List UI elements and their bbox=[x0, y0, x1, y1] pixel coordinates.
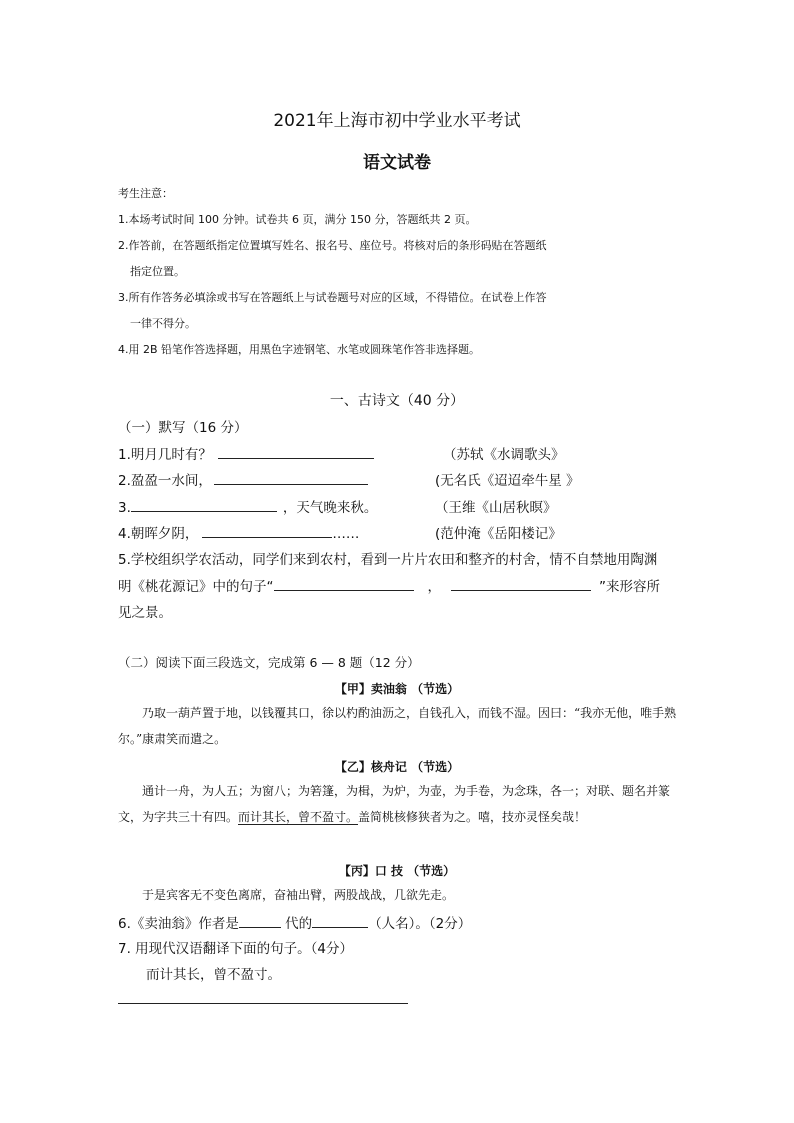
question-4 bbox=[118, 522, 359, 542]
question-5-prefix: 明《桃花源记》中的句子“ bbox=[118, 579, 274, 595]
question-6-text: 6.《卖油翁》作者是 bbox=[118, 916, 239, 932]
question-3-source: （王维《山居秋暝》 bbox=[435, 500, 557, 516]
question-5-line-2 bbox=[118, 575, 660, 595]
passage-b-text bbox=[118, 778, 678, 830]
question-7-sentence: 而计其长，曾不盈寸。 bbox=[146, 967, 281, 983]
question-6 bbox=[118, 912, 471, 932]
question-2 bbox=[118, 469, 368, 489]
question-4-ellipsis: …… bbox=[332, 526, 360, 542]
passage-b-underlined: 而计其长，曾不盈寸。 bbox=[238, 810, 359, 824]
question-1 bbox=[118, 443, 374, 463]
notice-item-2: 2.作答前，在答题纸指定位置填写姓名、报名号、座位号。将核对后的条形码贴在答题纸 bbox=[118, 239, 547, 252]
question-4-text: 4.朝晖夕阴， bbox=[118, 526, 199, 542]
passage-c-title: 【丙】口 技 （节选） bbox=[338, 864, 456, 878]
passage-a-text: 乃取一葫芦置于地，以钱覆其口，徐以杓酌油沥之，自钱孔入，而钱不湿。因曰：“我亦无他，唯手熟尔。”康肃笑而遣之。 bbox=[118, 706, 677, 746]
question-5-line-1: 5.学校组织学农活动，同学们来到农村，看到一片片农田和整齐的村舍，情不自禁地用陶渊 bbox=[118, 552, 658, 568]
answer-blank[interactable] bbox=[451, 576, 591, 591]
question-3-text: ，天气晚来秋。 bbox=[282, 500, 378, 516]
question-5-line-3: 见之景。 bbox=[118, 605, 172, 621]
question-1-source: （苏轼《水调歌头》 bbox=[443, 447, 565, 463]
paper-subtitle: 语文试卷 bbox=[363, 153, 431, 173]
question-4-source: (范仲淹《岳阳楼记》 bbox=[435, 526, 562, 542]
question-2-text: 2.盈盈一水间， bbox=[118, 473, 212, 489]
notice-item-3-cont: 一律不得分。 bbox=[130, 317, 196, 330]
question-2-source: (无名氏《迢迢牵牛星 》 bbox=[435, 473, 580, 489]
passage-b-text-1: 通计一舟，为人五；为窗八；为箬篷，为楫，为炉，为壶，为手卷，为念珠，各一；对联、题名并篆文，为字共三十有四。 bbox=[118, 784, 671, 824]
answer-blank[interactable] bbox=[202, 523, 332, 538]
notice-item-3: 3.所有作答务必填涂或书写在答题纸上与试卷题号对应的区域，不得错位。在试卷上作答 bbox=[118, 291, 547, 304]
passage-b-text-2: 盖简桃核修狭者为之。嘻，技亦灵怪矣哉！ bbox=[358, 810, 587, 824]
answer-blank[interactable] bbox=[274, 576, 414, 591]
question-3 bbox=[118, 496, 377, 516]
answer-line[interactable] bbox=[118, 1003, 408, 1004]
question-5-comma: ， bbox=[427, 579, 441, 595]
answer-blank[interactable] bbox=[214, 470, 368, 485]
passage-c-text: 于是宾客无不变色离席，奋袖出臂，两股战战，几欲先走。 bbox=[142, 888, 455, 902]
answer-blank[interactable] bbox=[312, 913, 368, 928]
question-7-prompt: 7. 用现代汉语翻译下面的句子。（4分） bbox=[118, 941, 354, 957]
passage-a-title: 【甲】卖油翁 （节选） bbox=[334, 682, 460, 696]
notice-item-4: 4.用 2B 铅笔作答选择题，用黑色字迹钢笔、水笔或圆珠笔作答非选择题。 bbox=[118, 343, 481, 356]
section-title: 一、古诗文（40 分） bbox=[329, 393, 465, 409]
answer-blank[interactable] bbox=[218, 444, 374, 459]
question-3-number: 3. bbox=[118, 500, 131, 516]
part1-title: （一）默写（16 分） bbox=[118, 420, 248, 436]
part2-title: （二）阅读下面三段选文，完成第 6 — 8 题（12 分） bbox=[118, 655, 420, 670]
question-6-suffix: （人名）。（2分） bbox=[368, 916, 472, 932]
answer-blank[interactable] bbox=[239, 913, 281, 928]
notice-heading: 考生注意： bbox=[118, 187, 173, 200]
notice-item-2-cont: 指定位置。 bbox=[130, 265, 185, 278]
question-6-mid: 代的 bbox=[280, 916, 313, 932]
question-5-suffix: ”来形容所 bbox=[599, 579, 660, 595]
answer-blank[interactable] bbox=[131, 497, 277, 512]
question-1-text: 1.明月几时有？ bbox=[118, 447, 212, 463]
passage-b-title: 【乙】核舟记 （节选） bbox=[334, 760, 460, 774]
notice-item-1: 1.本场考试时间 100 分钟。试卷共 6 页，满分 150 分，答题纸共 2 页。 bbox=[118, 213, 477, 226]
exam-title: 2021年上海市初中学业水平考试 bbox=[273, 111, 521, 131]
